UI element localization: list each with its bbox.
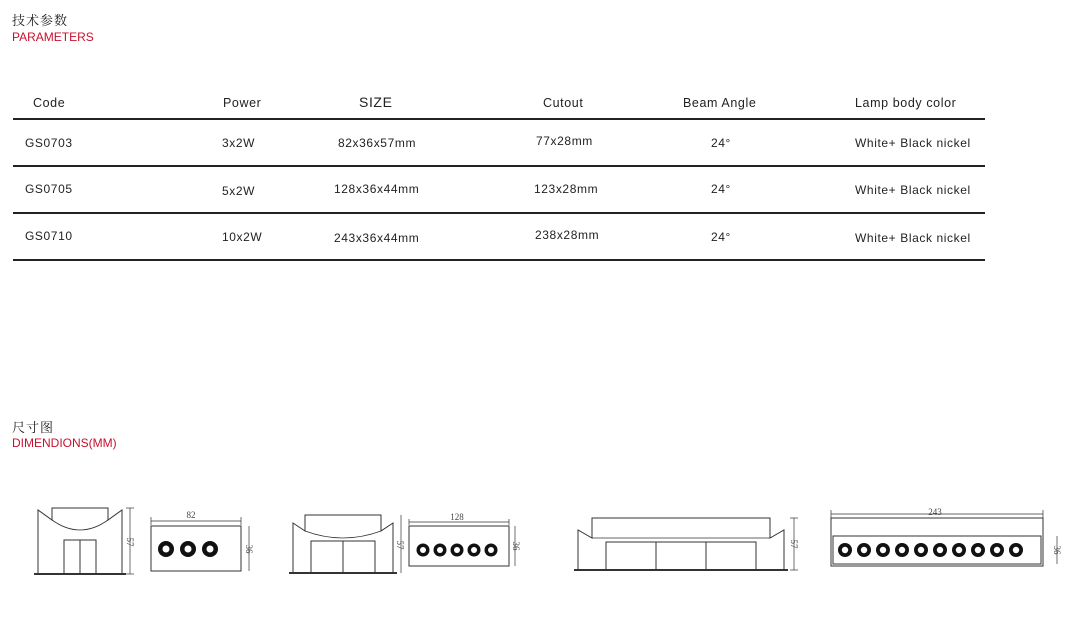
table-row [13, 214, 985, 261]
led-openings [838, 543, 1023, 557]
top-view-drawing [405, 510, 530, 570]
dim-height-label: 57 [789, 539, 799, 549]
dimensions-title-en: DIMENDIONS(MM) [12, 436, 117, 450]
cell-beam-angle: 24° [711, 230, 731, 244]
cell-lamp-body-color: White+ Black nickel [855, 231, 971, 245]
dim-width-label: 36 [511, 541, 521, 551]
led-openings [417, 544, 498, 557]
header-size: SIZE [359, 94, 393, 110]
cell-size: 128x36x44mm [334, 182, 420, 196]
cell-size: 243x36x44mm [334, 231, 420, 245]
cell-beam-angle: 24° [711, 182, 731, 196]
cell-cutout: 77x28mm [536, 134, 593, 148]
cell-power: 3x2W [222, 136, 256, 150]
table-header [13, 90, 985, 120]
cell-cutout: 123x28mm [534, 182, 599, 196]
cell-code: GS0703 [25, 136, 73, 150]
dim-height-label: 57 [395, 540, 405, 550]
cell-code: GS0705 [25, 182, 73, 196]
cell-size: 82x36x57mm [338, 136, 417, 150]
cell-lamp-body-color: White+ Black nickel [855, 183, 971, 197]
top-view-drawing [825, 500, 1070, 575]
dim-length-label: 243 [928, 507, 942, 517]
dim-height-label: 57 [125, 537, 135, 547]
header-code: Code [33, 96, 66, 110]
dim-length-label: 82 [186, 510, 196, 520]
dim-length-label: 128 [450, 512, 464, 522]
parameters-title-en: PARAMETERS [12, 30, 94, 44]
cell-power: 5x2W [222, 184, 256, 198]
header-cutout: Cutout [543, 96, 584, 110]
table-row [13, 167, 985, 214]
top-view-drawing [145, 505, 260, 580]
side-view-drawing [570, 510, 805, 580]
side-view-drawing [30, 500, 140, 580]
cell-power: 10x2W [222, 230, 263, 244]
led-openings [158, 541, 218, 557]
parameters-title-cn: 技术参数 [12, 14, 69, 29]
dim-width-label: 36 [1052, 545, 1062, 555]
side-view-drawing [285, 505, 405, 580]
cell-cutout: 238x28mm [535, 228, 600, 242]
dim-width-label: 36 [244, 544, 254, 554]
cell-code: GS0710 [25, 229, 73, 243]
dimensions-title-cn: 尺寸图 [12, 421, 55, 436]
header-beam-angle: Beam Angle [683, 96, 757, 110]
cell-beam-angle: 24° [711, 136, 731, 150]
header-lamp-body-color: Lamp body color [855, 96, 957, 110]
parameters-table [13, 90, 985, 261]
cell-lamp-body-color: White+ Black nickel [855, 136, 971, 150]
table-row [13, 120, 985, 167]
header-power: Power [223, 96, 262, 110]
